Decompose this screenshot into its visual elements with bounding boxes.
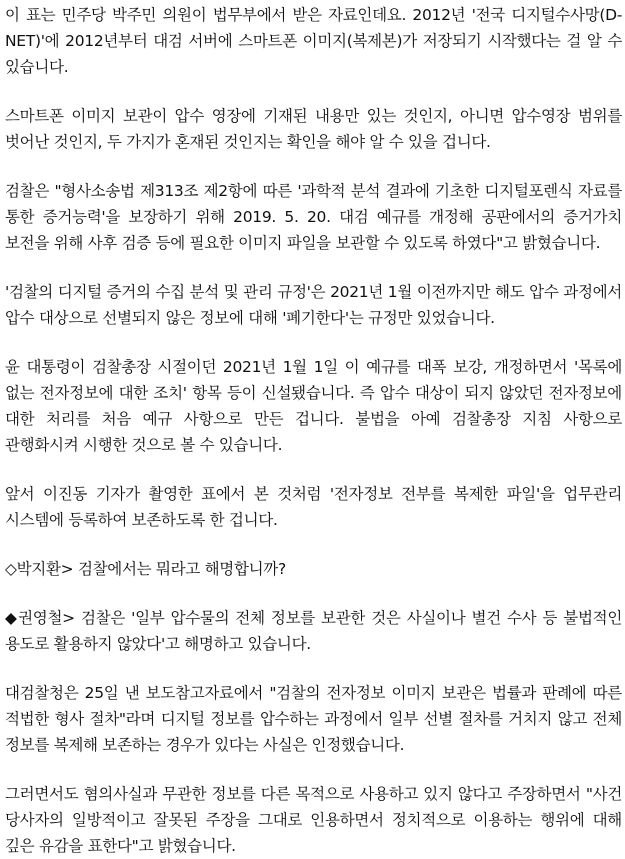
paragraph-3: 검찰은 "형사소송법 제313조 제2항에 따른 '과학적 분석 결과에 기초한 디지털포렌식 자료를 통한 증거능력'을 보장하기 위해 2019. 5. 20. 대검 예규를 개정해 공판에서의 증거가치 보전을 위해 사후 검증 등에 필요한 이미지 파일을 보관할 수 있도록 하였다"고 밝혔습니다.	[5, 182, 622, 252]
interview-question: ◇박지환> 검찰에서는 뭐라고 해명합니까?	[5, 560, 286, 578]
paragraph-4: '검찰의 디지털 증거의 수집 분석 및 관리 규정'은 2021년 1월 이전까지만 해도 압수 과정에서 압수 대상으로 선별되지 않은 정보에 대해 '폐기한다'는 규정만 있었습니다.	[5, 283, 622, 327]
paragraph-5: 윤 대통령이 검찰총장 시절이던 2021년 1월 1일 이 예규를 대폭 보강, 개정하면서 '목록에 없는 전자정보에 대한 조치' 항목 등이 신설됐습니다. 즉 압수 대상이 되지 않았던 전자정보에 대한 처리를 처음 예규 사항으로 만든 겁니다. 불법을 아예 검찰총장 지침 사항으로 관행화시켜 시행한 것으로 볼 수 있습니다.	[5, 358, 622, 454]
paragraph-10: 그러면서도 혐의사실과 무관한 정보를 다른 목적으로 사용하고 있지 않다고 주장하면서 "사건 당사자의 일방적이고 잘못된 주장을 그대로 인용하면서 정치적으로 이용하는 행위에 대해 깊은 유감을 표한다"고 밝혔습니다.	[5, 785, 622, 855]
interview-answer: ◆권영철> 검찰은 '일부 압수물의 전체 정보를 보관한 것은 사실이나 별건 수사 등 불법적인 용도로 활용하지 않았다'고 해명하고 있습니다.	[5, 609, 622, 653]
paragraph-9: 대검찰청은 25일 낸 보도참고자료에서 "검찰의 전자정보 이미지 보관은 법률과 판례에 따른 적법한 형사 절차"라며 디지털 정보를 압수하는 과정에서 일부 선별 절차를 거치지 않고 전체 정보를 복제해 보존하는 경우가 있다는 사실은 인정했습니다.	[5, 684, 622, 754]
paragraph-2: 스마트폰 이미지 보관이 압수 영장에 기재된 내용만 있는 것인지, 아니면 압수영장 범위를 벗어난 것인지, 두 가지가 혼재된 것인지는 확인을 해야 알 수 있을 겁니다.	[5, 107, 622, 151]
paragraph-6: 앞서 이진동 기자가 촬영한 표에서 본 것처럼 '전자정보 전부를 복제한 파일'을 업무관리 시스템에 등록하여 보존하도록 한 겁니다.	[5, 485, 622, 529]
paragraph-1: 이 표는 민주당 박주민 의원이 법무부에서 받은 자료인데요. 2012년 '전국 디지털수사망(D-NET)'에 2012년부터 대검 서버에 스마트폰 이미지(복제본)가 저장되기 시작했다는 걸 알 수 있습니다.	[5, 6, 622, 76]
